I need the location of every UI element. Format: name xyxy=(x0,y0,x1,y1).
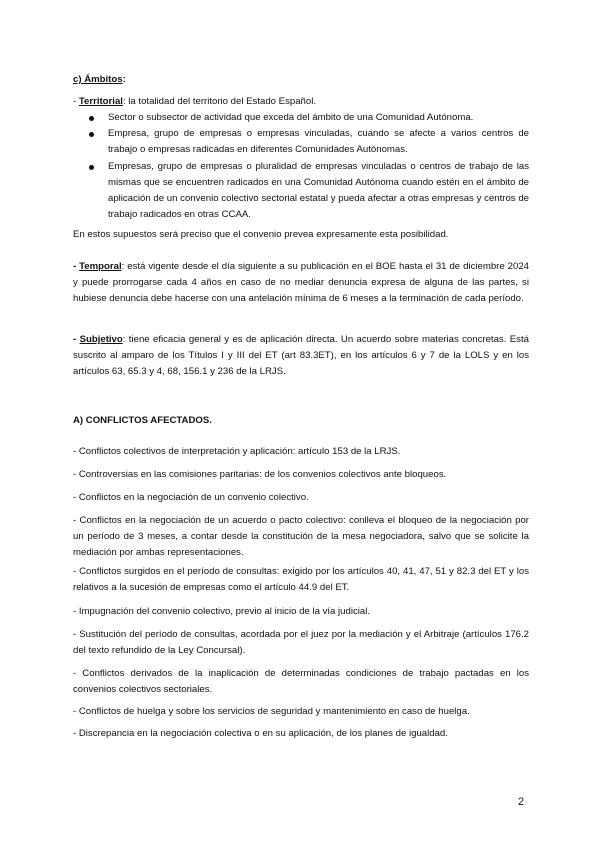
ambitos-heading xyxy=(73,72,529,88)
subjetivo-label: Subjetivo xyxy=(79,334,123,345)
conflicto-item: - Sustitución del período de consultas, acordada por el juez por la mediación y el Arbitraje (artículos 176.2 del texto refundido de la Ley Concursal). xyxy=(73,629,529,657)
conflicto-item: - Impugnación del convenio colectivo, previo al inicio de la vía judicial. xyxy=(73,606,371,617)
bullet-icon xyxy=(89,116,94,121)
page-number: 2 xyxy=(518,796,525,808)
bullet-text: Sector o subsector de actividad que exceda del ámbito de una Comunidad Autónoma. xyxy=(108,112,474,123)
subjetivo-text: : tiene eficacia general y es de aplicación directa. Un acuerdo sobre materias concretas. Está suscrito al amparo de los Títulos I y III del ET (art 83.3ET), en los artículos 6 y 7 de la LOLS y en los artículos 63, 65.3 y 4, 68, 156.1 y 236 de la LRJS. xyxy=(73,334,529,378)
temporal-text: : está vigente desde el día siguiente a su publicación en el BOE hasta el 31 de diciembre 2024 y puede prorrogarse cada 4 años en caso de no mediar denuncia expresa de alguna de las partes, si hubiese denuncia debe hacerse con una antelación mínima de 6 meses a la terminación de cada período. xyxy=(73,261,529,305)
bullet-text: Empresas, grupo de empresas o pluralidad de empresas vinculadas o centros de trabajo de las mismas que se encuentren radicados en una Comunidad Autónoma cuando estén en el ámbito de aplicación de un convenio colectivo sectorial estatal y pueda afectar a otras empresas y centros de trabajo radicados en otras CCAA. xyxy=(108,160,529,221)
bullet-item xyxy=(73,110,529,126)
conflicto-item: - Conflictos de huelga y sobre los servicios de seguridad y mantenimiento en caso de huelga. xyxy=(73,706,470,717)
conflicto-item: - Conflictos en la negociación de un acuerdo o pacto colectivo: conlleva el bloqueo de la negociación por un período de 3 meses, a contar desde la constitución de la mesa negociadora, salvo que se solicite la mediación por ambas representaciones. xyxy=(73,515,529,559)
subjetivo-prefix: - xyxy=(73,334,80,345)
territorial-line: - Territorial: la totalidad del territorio del Estado Español. xyxy=(73,96,317,107)
bullet-item xyxy=(73,159,529,224)
subjetivo-paragraph xyxy=(73,332,529,381)
ambitos-heading-text: c) Ámbitos xyxy=(73,74,123,85)
temporal-paragraph xyxy=(73,259,529,308)
conflicto-item: - Controversias en las comisiones paritarias: de los convenios colectivos ante bloqueos. xyxy=(73,469,447,480)
conflicto-item: - Discrepancia en la negociación colectiva o en su aplicación, de los planes de igualdad. xyxy=(73,728,448,739)
temporal-prefix: - xyxy=(73,261,80,272)
bullet-item xyxy=(73,126,529,158)
conflicto-item: - Conflictos en la negociación de un convenio colectivo. xyxy=(73,492,309,503)
ambitos-heading-colon: : xyxy=(122,74,126,85)
conflictos-heading: A) CONFLICTOS AFECTADOS. xyxy=(73,415,212,426)
territorial-label: Territorial xyxy=(78,96,123,107)
bullet-icon xyxy=(89,132,94,137)
bullet-text: Empresa, grupo de empresas o empresas vinculadas, cuando se afecte a varios centros de trabajo o empresas radicadas en diferentes Comunidades Autónomas. xyxy=(108,128,529,156)
temporal-label: Temporal xyxy=(79,261,122,272)
conflicto-item: - Conflictos surgidos en el período de consultas: exigido por los artículos 40, 41, 47, 51 y 82.3 del ET y los relativos a la sucesión de empresas como el artículo 44.9 del ET. xyxy=(73,566,529,594)
territorial-text: : la totalidad del territorio del Estado Español. xyxy=(122,96,317,107)
supuestos-paragraph: En estos supuestos será preciso que el convenio prevea expresamente esta posibilidad. xyxy=(73,229,449,240)
bullet-icon xyxy=(89,165,94,170)
ambitos-bullet-list xyxy=(73,110,529,223)
conflicto-item: - Conflictos derivados de la inaplicación de determinadas condiciones de trabajo pactadas en los convenios colectivos sectoriales. xyxy=(73,668,529,696)
conflicto-item: - Conflictos colectivos de interpretación y aplicación: artículo 153 de la LRJS. xyxy=(73,446,401,457)
